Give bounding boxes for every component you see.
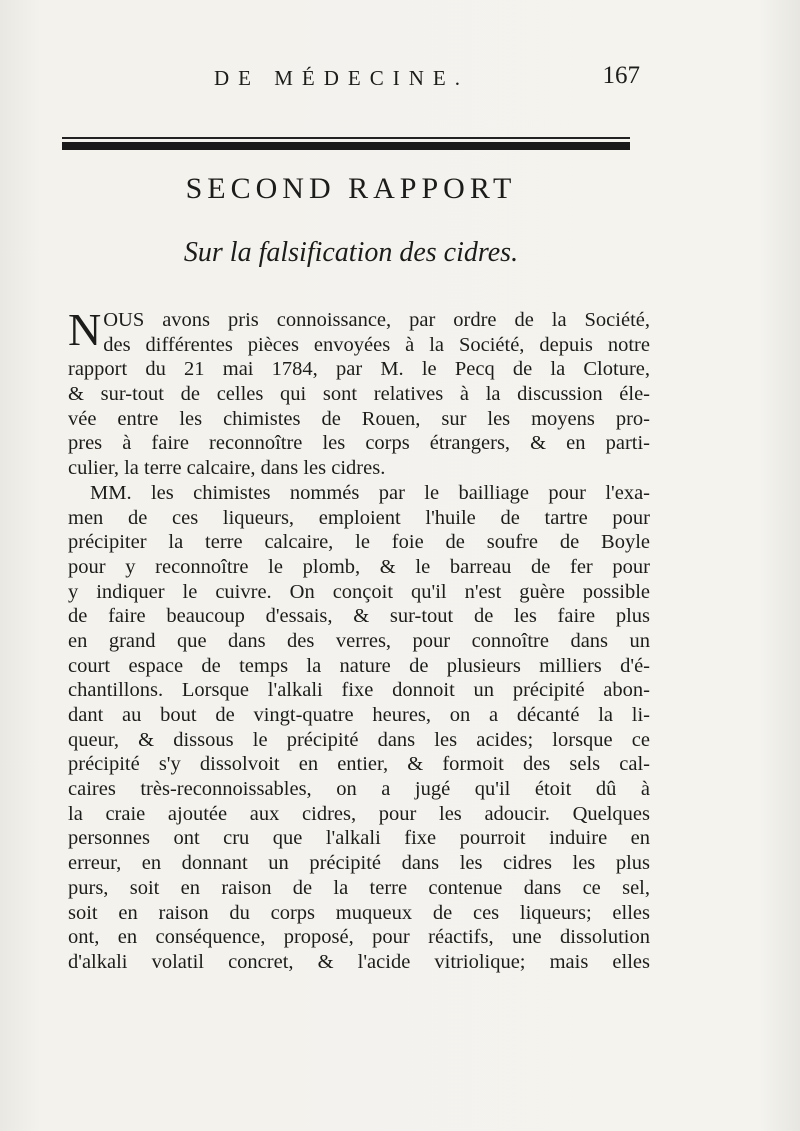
text-line: erreur, en donnant un précipité dans les cidres les plus [68,852,650,875]
text-line: de faire beaucoup d'essais, & sur-tout de les faire plus [68,605,650,628]
text-line: précipiter la terre calcaire, le foie de soufre de Boyle [68,531,650,554]
text-line: soit en raison du corps muqueux de ces liqueurs; elles [68,901,650,924]
header-rule-thin [62,137,630,139]
text-line: y indiquer le cuivre. On conçoit qu'il n'est guère possible [68,580,650,603]
text-line: MM. les chimistes nommés par le bailliage pour l'exa- [90,481,650,504]
page-number: 167 [602,62,640,89]
text-line: pour y reconnoître le plomb, & le barreau de fer pour [68,555,650,578]
section-subtitle: Sur la falsification des cidres. [183,237,519,268]
paragraph-1 [68,304,650,481]
text-line: chantillons. Lorsque l'alkali fixe donnoit un précipité abon- [68,679,650,702]
header-rule-thick [62,142,630,150]
text-line: purs, soit en raison de la terre contenue dans ce sel, [68,876,650,899]
text-line: précipité s'y dissolvoit en entier, & formoit des sels cal- [68,753,650,776]
text-line: vée entre les chimistes de Rouen, sur les moyens pro- [68,407,650,430]
section-title: SECOND RAPPORT [185,172,517,205]
text-line: caires très-reconnoissables, on a jugé qu'il étoit dû à [68,778,650,801]
body-text [68,304,650,975]
text-line: ont, en conséquence, proposé, pour réactifs, une dissolution [68,926,650,949]
text-line: court espace de temps la nature de plusieurs milliers d'é- [68,654,650,677]
text-line: dant au bout de vingt-quatre heures, on a décanté la li- [68,704,650,726]
drop-cap: N [68,304,102,355]
text-line: pres à faire reconnoître les corps étrangers, & en parti- [68,432,650,455]
text-line: men de ces liqueurs, emploient l'huile de tartre pour [68,506,650,529]
text-line: d'alkali volatil concret, & l'acide vitriolique; mais elles [68,950,650,973]
running-title: DE MÉDECINE. [214,66,469,90]
text-line: la craie ajoutée aux cidres, pour les adoucir. Quelques [68,802,650,825]
text-line: en grand que dans des verres, pour connoître dans un [68,629,650,652]
running-head [62,62,640,96]
text-line: & sur-tout de celles qui sont relatives à la discussion éle- [68,383,650,406]
text-line: rapport du 21 mai 1784, par M. le Pecq de la Cloture, [68,358,650,381]
header-rule [62,137,630,153]
text-line: des différentes pièces envoyées à la Société, depuis notre [103,333,650,356]
text-line: queur, & dissous le précipité dans les acides; lorsque ce [68,728,650,751]
text-line: personnes ont cru que l'alkali fixe pourroit induire en [68,827,650,850]
text-line: culier, la terre calcaire, dans les cidres. [68,457,386,480]
text-line: OUS avons pris connoissance, par ordre de la Société, [103,309,650,331]
paragraph-2 [68,481,650,975]
